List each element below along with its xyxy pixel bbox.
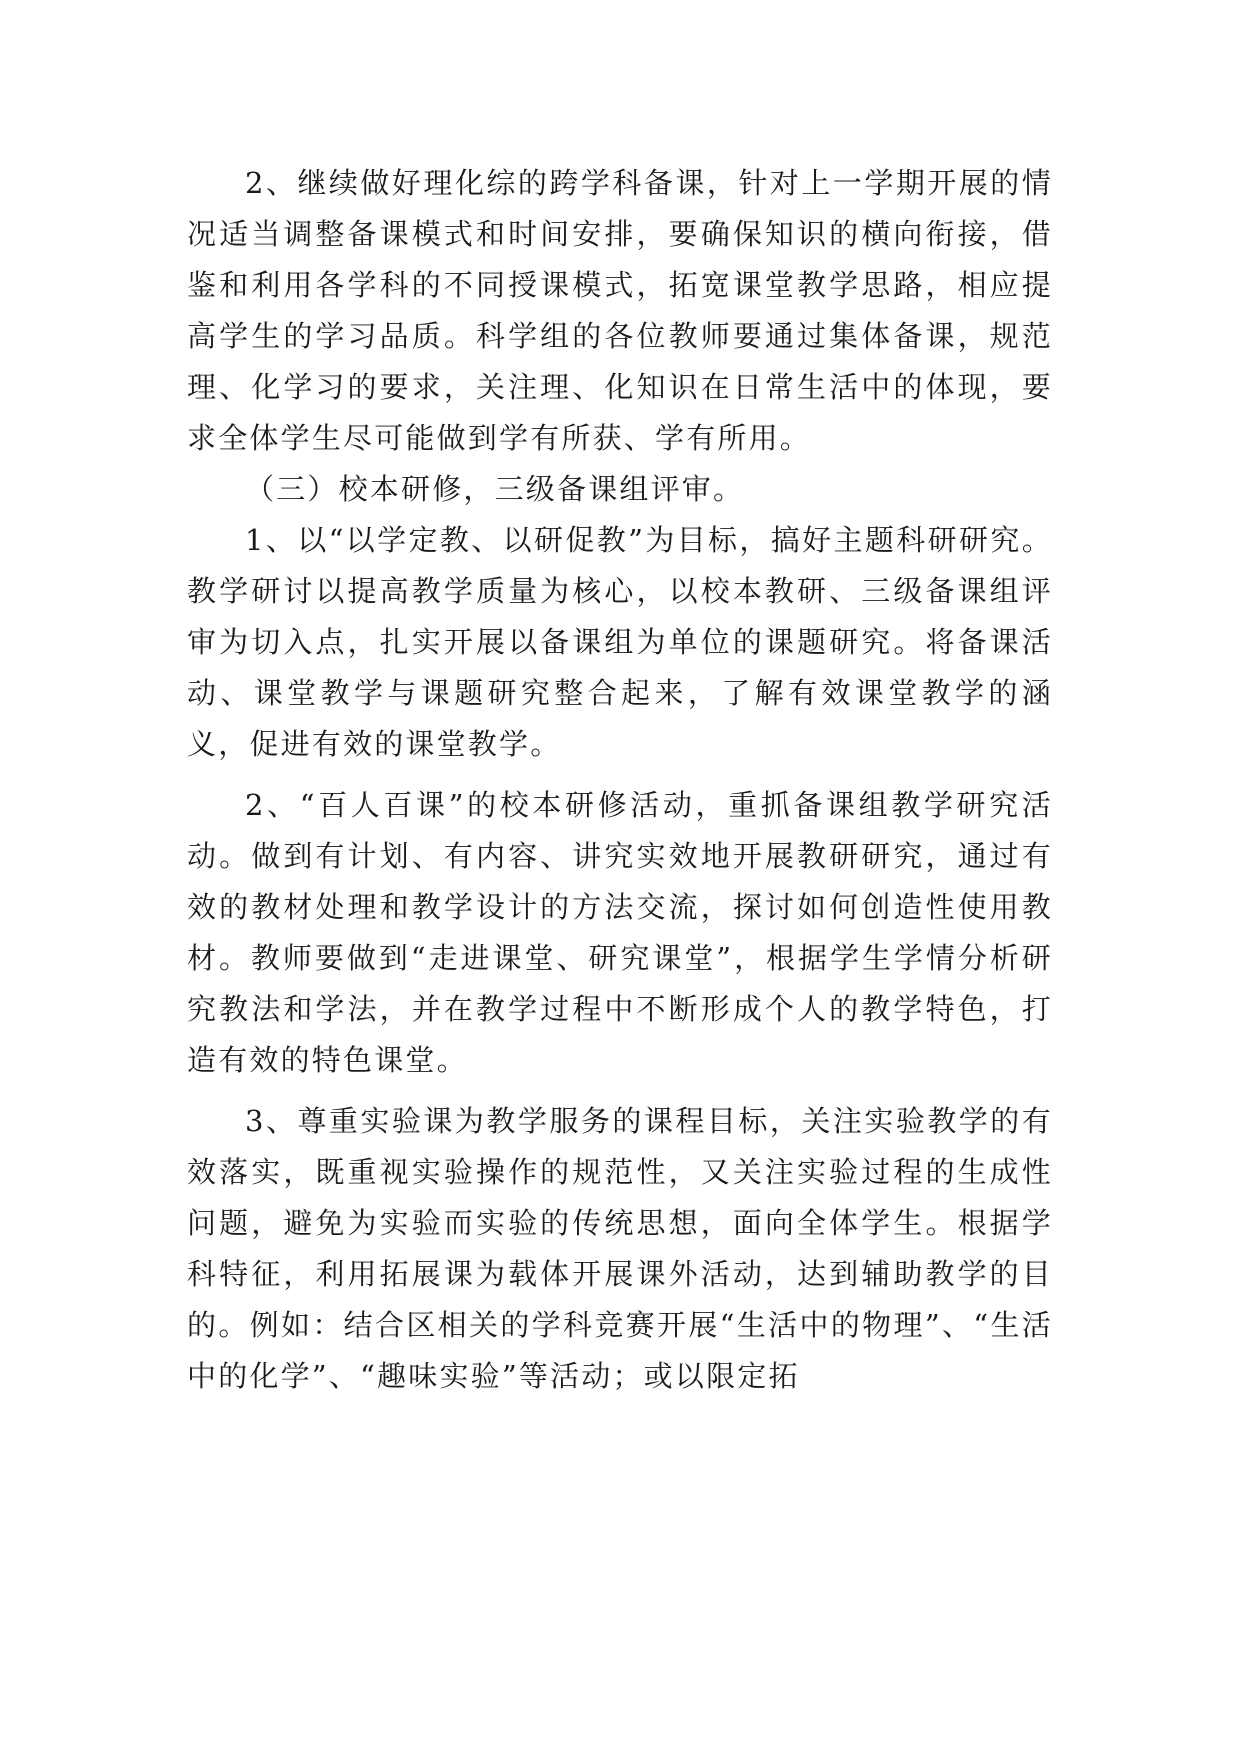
paragraph-item-2-lessons: 2、“百人百课”的校本研修活动，重抓备课组教学研究活动。做到有计划、有内容、讲究实效地开展教研研究，通过有效的教材处理和教学设计的方法交流，探讨如何创造性使用教材。教师要做到“走进课堂、研究课堂”，根据学生学情分析研究教法和学法，并在教学过程中不断形成个人的教学特色，打造有效的特色课堂。	[187, 788, 1053, 1077]
document-body	[187, 158, 1053, 1402]
paragraph-item-3-experiments: 3、尊重实验课为教学服务的课程目标，关注实验教学的有效落实，既重视实验操作的规范性，又关注实验过程的生成性问题，避免为实验而实验的传统思想，面向全体学生。根据学科特征，利用拓展课为载体开展课外活动，达到辅助教学的目的。例如：结合区相关的学科竞赛开展“生活中的物理”、“生活中的化学”、“趣味实验”等活动；或以限定拓	[187, 1104, 1053, 1393]
section-heading-3: （三）校本研修，三级备课组评审。	[245, 472, 745, 506]
paragraph-item-2-cross-subject: 2、继续做好理化综的跨学科备课，针对上一学期开展的情况适当调整备课模式和时间安排，要确保知识的横向衔接，借鉴和利用各学科的不同授课模式，拓宽课堂教学思路，相应提高学生的学习品质。科学组的各位教师要通过集体备课，规范理、化学习的要求，关注理、化知识在日常生活中的体现，要求全体学生尽可能做到学有所获、学有所用。	[187, 166, 1053, 455]
paragraph-item-1-research: 1、以“以学定教、以研促教”为目标，搞好主题科研研究。教学研讨以提高教学质量为核心，以校本教研、三级备课组评审为切入点，扎实开展以备课组为单位的课题研究。将备课活动、课堂教学与课题研究整合起来，了解有效课堂教学的涵义，促进有效的课堂教学。	[187, 523, 1053, 761]
